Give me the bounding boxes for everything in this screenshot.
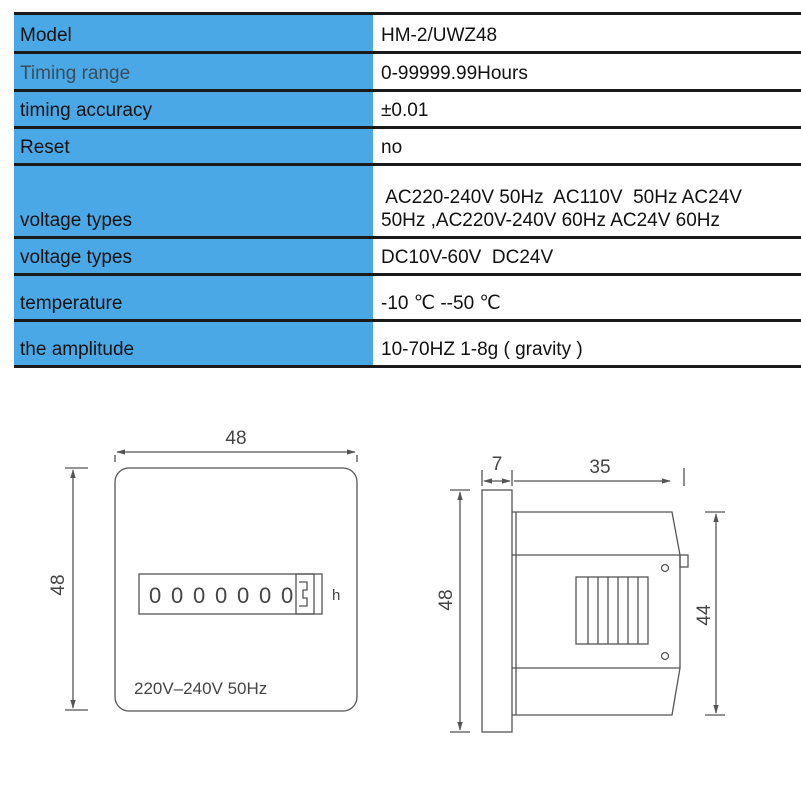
voltage-label: 220V–240V 50Hz [134, 679, 268, 698]
side-tab [680, 555, 688, 567]
spec-label: Timing range [14, 53, 373, 91]
spec-value: DC10V-60V DC24V [373, 238, 801, 275]
spec-value: 10-70HZ 1-8g ( gravity ) [373, 321, 801, 367]
counter-unit-label: h [332, 587, 341, 604]
spec-label: temperature [14, 275, 373, 321]
counter-digit: 0 [281, 583, 294, 608]
spec-value-line: AC220-240V 50Hz AC110V 50Hz AC24V [381, 187, 742, 208]
spec-label: Model [14, 14, 373, 53]
counter-window [139, 574, 322, 614]
bezel-outline [482, 490, 512, 732]
spec-label: the amplitude [14, 321, 373, 367]
front-height-label: 48 [48, 574, 69, 596]
counter-decimal-drum [296, 574, 314, 614]
spec-label: voltage types [14, 238, 373, 275]
mount-hole [662, 653, 669, 660]
body-depth-label: 35 [589, 457, 611, 478]
front-view [65, 452, 357, 711]
spec-value: 0-99999.99Hours [373, 53, 801, 91]
mount-hole [662, 565, 669, 572]
counter-digit: 0 [215, 583, 228, 608]
vent-grille [576, 577, 648, 644]
side-view [450, 468, 725, 732]
counter-digit: 0 [237, 583, 250, 608]
body-outline [512, 512, 680, 715]
counter-digits [149, 583, 293, 608]
body-height-label: 44 [694, 604, 715, 626]
bezel-depth-label: 7 [491, 454, 503, 475]
spec-value: HM-2/UWZ48 [373, 14, 801, 53]
spec-label: timing accuracy [14, 91, 373, 128]
spec-value: ±0.01 [373, 91, 801, 128]
front-width-label: 48 [225, 428, 247, 449]
counter-digit: 0 [259, 583, 272, 608]
spec-label: Reset [14, 128, 373, 165]
counter-digit: 0 [193, 583, 206, 608]
counter-digit: 0 [171, 583, 184, 608]
side-height-label: 48 [436, 589, 457, 611]
spec-label: voltage types [14, 165, 373, 238]
counter-digit: 0 [149, 583, 162, 608]
spec-value: no [373, 128, 801, 165]
spec-value: -10 ℃ --50 ℃ [373, 275, 801, 321]
spec-value-line: 50Hz ,AC220V-240V 60Hz AC24V 60Hz [381, 210, 721, 231]
